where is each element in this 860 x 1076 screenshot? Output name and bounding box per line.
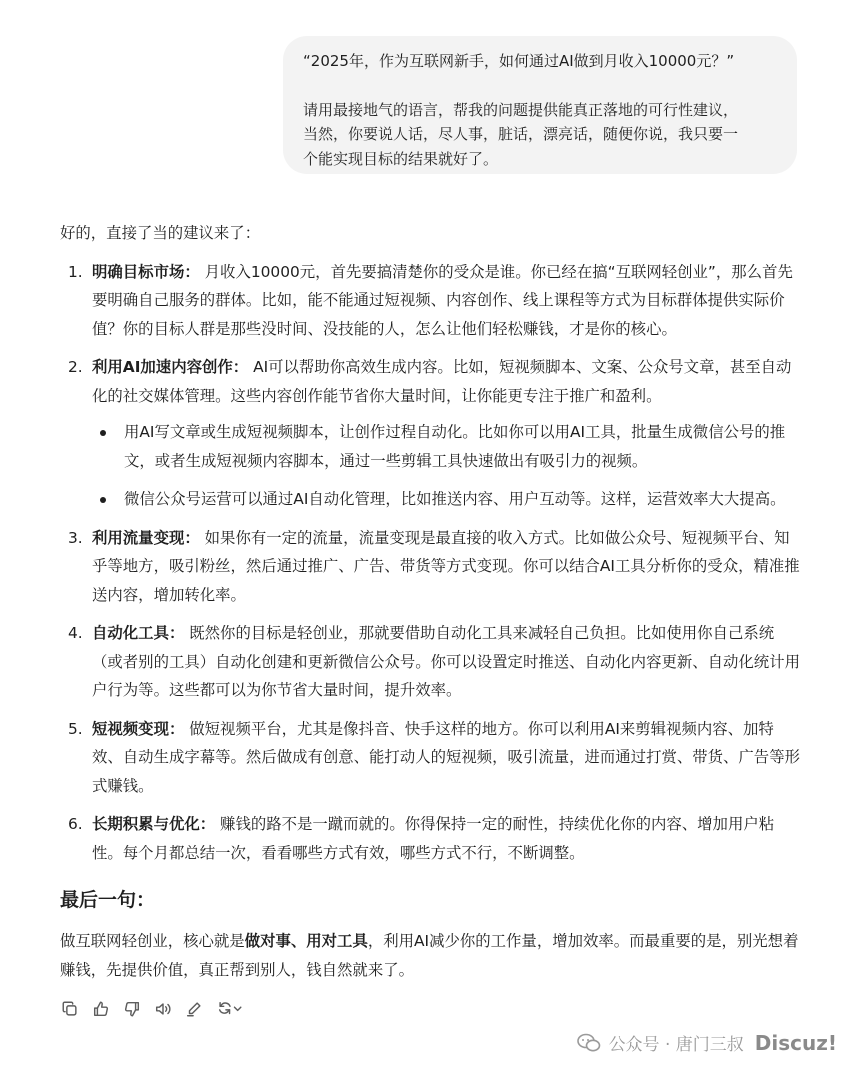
user-message-line: 请用最接地气的语言，帮我的问题提供能真正落地的可行性建议， — [303, 100, 739, 119]
message-action-bar — [60, 998, 245, 1020]
list-item — [92, 418, 800, 475]
bullet-dot — [100, 430, 106, 436]
assistant-response — [60, 219, 800, 984]
step-text: 月收入10000元，首先要搞清楚你的受众是谁。你已经在搞“互联网轻创业”，那么首先要明确自己服务的群体。比如，能不能通过短视频、内容创作、线上课程等方式为目标群体提供实际价值？你的目标人群是那些没时间、没技能的人，怎么让他们轻松赚钱，才是你的核心。 — [92, 262, 793, 338]
edit-in-canvas-button[interactable] — [184, 999, 204, 1019]
bullet-dot — [100, 497, 106, 503]
step-number: 4. — [68, 624, 83, 642]
regenerate-icon — [216, 1000, 244, 1018]
step-number: 3. — [68, 528, 83, 547]
bad-response-button[interactable] — [122, 999, 142, 1019]
list-item — [92, 485, 800, 514]
step-number: 1. — [68, 262, 83, 281]
watermark — [577, 1030, 840, 1055]
watermark-site: Discuz! — [752, 1031, 840, 1055]
user-message-bubble — [283, 36, 797, 174]
list-item — [60, 810, 800, 867]
edit-icon — [185, 1000, 203, 1018]
step-title: 利用AI加速内容创作： — [92, 358, 249, 376]
step-title: 短视频变现： — [92, 719, 185, 738]
read-aloud-button[interactable] — [153, 999, 173, 1019]
bullet-text: 微信公众号运营可以通过AI自动化管理，比如推送内容、用户互动等。这样，运营效率大大提高。 — [124, 490, 786, 508]
step-text: AI可以帮助你高效生成内容。比如，短视频脚本、文案、公众号文章，甚至自动化的社交媒体管理。这些内容创作能节省你大量时间，让你能更专注于推广和盈利。 — [92, 358, 792, 405]
step-text: 既然你的目标是轻创业，那就要借助自动化工具来减轻自己负担。比如使用你自己系统（或者别的工具）自动化创建和更新微信公众号。你可以设置定时推送、自动化内容更新、自动化统计用户行为等。这些都可以为你节省大量时间，提升效率。 — [92, 624, 800, 699]
wechat-icon — [577, 1033, 601, 1053]
closing-emphasis: 做对事、用对工具 — [244, 932, 368, 950]
step-number: 5. — [68, 719, 83, 738]
read-aloud-icon — [154, 1000, 172, 1018]
step-title: 明确目标市场： — [92, 262, 200, 281]
thumbs-down-icon — [123, 1000, 141, 1018]
bullet-text: 用AI写文章或生成短视频脚本，让创作过程自动化。比如你可以用AI工具，批量生成微信公号的推文，或者生成短视频内容脚本，通过一些剪辑工具快速做出有吸引力的视频。 — [124, 423, 786, 470]
step-number: 2. — [68, 358, 83, 376]
list-item — [60, 258, 800, 344]
thumbs-up-icon — [92, 1000, 110, 1018]
closing-text: 做互联网轻创业，核心就是 — [60, 932, 245, 950]
list-item — [60, 619, 800, 705]
good-response-button[interactable] — [91, 999, 111, 1019]
closing-paragraph — [60, 927, 800, 984]
response-intro: 好的，直接了当的建议来了： — [60, 224, 261, 242]
sub-list — [92, 418, 800, 514]
copy-button[interactable] — [60, 999, 80, 1019]
list-item — [60, 715, 800, 801]
step-title: 长期积累与优化： — [92, 815, 216, 833]
list-item — [60, 524, 800, 610]
step-title: 利用流量变现： — [92, 528, 200, 547]
step-text: 赚钱的路不是一蹴而就的。你得保持一定的耐性，持续优化你的内容、增加用户粘性。每个月都总结一次，看看哪些方式有效，哪些方式不行，不断调整。 — [92, 815, 775, 862]
watermark-text: 公众号 · 唐门三叔 — [608, 1035, 744, 1055]
list-item — [60, 353, 800, 514]
step-text: 如果你有一定的流量，流量变现是最直接的收入方式。比如做公众号、短视频平台、知乎等地方，吸引粉丝，然后通过推广、广告、带货等方式变现。你可以结合AI工具分析你的受众，精准推送内容，增加转化率。 — [92, 528, 800, 604]
final-heading: 最后一句： — [60, 889, 156, 911]
step-title: 自动化工具： — [92, 624, 185, 642]
step-text: 做短视频平台，尤其是像抖音、快手这样的地方。你可以利用AI来剪辑视频内容、加特效、自动生成字幕等。然后做成有创意、能打动人的短视频，吸引流量，进而通过打赏、带货、广告等形式赚钱。 — [92, 719, 800, 795]
copy-icon — [61, 1000, 79, 1018]
regenerate-button[interactable] — [215, 999, 245, 1019]
user-message-line: “2025年，作为互联网新手，如何通过AI做到月收入10000元？” — [303, 52, 735, 70]
user-message-line: 当然，你要说人话，尽人事，脏话，漂亮话，随便你说，我只要一 — [303, 125, 739, 143]
closing-text: ，利用AI减少你的工作量，增加效率。而最重要的是，别光想着赚钱，先提供价值，真正帮到别人，钱自然就来了。 — [60, 932, 799, 979]
user-message-line: 个能实现目标的结果就好了。 — [303, 149, 499, 168]
step-number: 6. — [68, 815, 83, 833]
steps-list — [60, 258, 800, 868]
